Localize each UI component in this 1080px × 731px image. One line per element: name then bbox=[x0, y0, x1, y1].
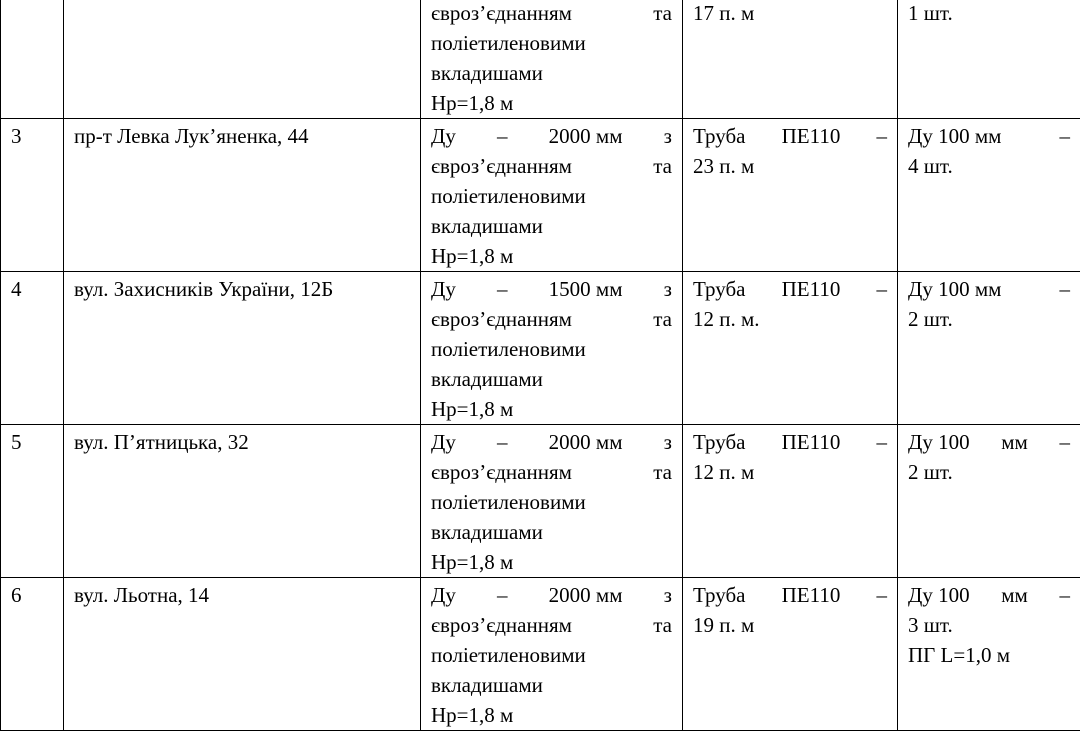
pipe-description: Труба ПЕ110 – 12 п. м. bbox=[683, 272, 898, 425]
row-number: 6 bbox=[1, 578, 64, 731]
row-number bbox=[1, 0, 64, 119]
pipe-description: Труба ПЕ110 – 19 п. м bbox=[683, 578, 898, 731]
well-description: Ду – 2000 мм з євроз’єднанням та поліетиленовими вкладишами Нр=1,8 м bbox=[421, 119, 683, 272]
fitting-description: Ду 100 мм – 2 шт. bbox=[898, 425, 1080, 578]
table-row bbox=[1, 0, 1080, 119]
row-address bbox=[64, 0, 421, 119]
row-address: вул. П’ятницька, 32 bbox=[64, 425, 421, 578]
row-number: 4 bbox=[1, 272, 64, 425]
well-description: Ду – 2000 мм з євроз’єднанням та поліетиленовими вкладишами Нр=1,8 м bbox=[421, 425, 683, 578]
table-row bbox=[1, 119, 1080, 272]
fitting-description: Ду 100 мм – 4 шт. bbox=[898, 119, 1080, 272]
pipe-description: Труба ПЕ110 – 12 п. м bbox=[683, 425, 898, 578]
fitting-description: 1 шт. bbox=[898, 0, 1080, 119]
row-address: вул. Льотна, 14 bbox=[64, 578, 421, 731]
well-description: Ду – 1500 мм з євроз’єднанням та поліетиленовими вкладишами Нр=1,8 м bbox=[421, 272, 683, 425]
pipe-description: Труба ПЕ110 – 23 п. м bbox=[683, 119, 898, 272]
row-number: 5 bbox=[1, 425, 64, 578]
table-row bbox=[1, 272, 1080, 425]
fitting-description: Ду 100 мм – 3 шт. ПГ L=1,0 м bbox=[898, 578, 1080, 731]
row-address: пр-т Левка Лук’яненка, 44 bbox=[64, 119, 421, 272]
table-row bbox=[1, 578, 1080, 731]
row-address: вул. Захисників України, 12Б bbox=[64, 272, 421, 425]
pipe-description: 17 п. м bbox=[683, 0, 898, 119]
fitting-description: Ду 100 мм – 2 шт. bbox=[898, 272, 1080, 425]
table-row bbox=[1, 425, 1080, 578]
row-number: 3 bbox=[1, 119, 64, 272]
well-description: євроз’єднанням та поліетиленовими вкладишами Нр=1,8 м bbox=[421, 0, 683, 119]
well-description: Ду – 2000 мм з євроз’єднанням та поліетиленовими вкладишами Нр=1,8 м bbox=[421, 578, 683, 731]
